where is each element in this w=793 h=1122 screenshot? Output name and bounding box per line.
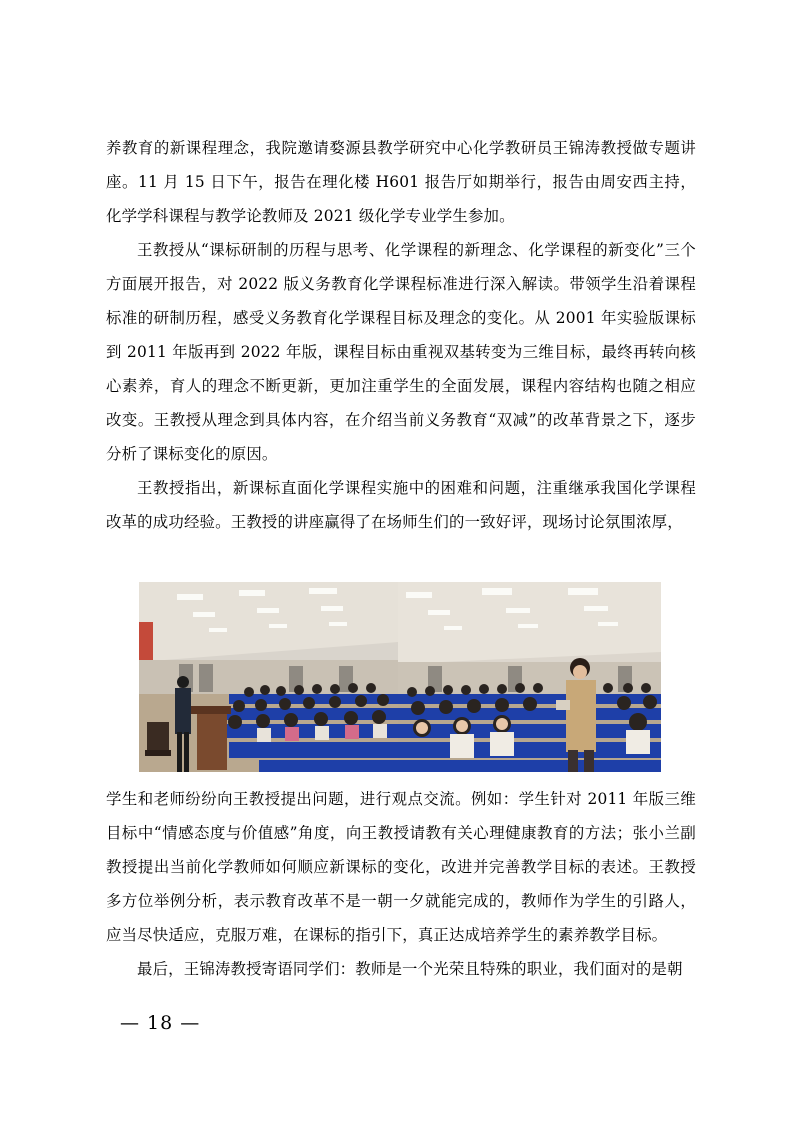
paragraph-4: 学生和老师纷纷向王教授提出问题，进行观点交流。例如：学生针对 2011 年版三维目标中“情感态度与价值感”角度，向王教授请教有关心理健康教育的方法；张小兰副教授提出当前化学教师如何顺应新课标的变化，改进并完善教学目标的表述。王教授多方位举例分析，表示教育改革不是一朝一夕就能完成的，教师作为学生的引路人，应当尽快适应，克服万难，在课标的指引下，真正达成培养学生的素养教学目标。	[106, 790, 696, 944]
lecture-photo-right	[398, 582, 661, 772]
paragraph-2: 王教授从“课标研制的历程与思考、化学课程的新理念、化学课程的新变化”三个方面展开报告，对 2022 版义务教育化学课程标准进行深入解读。带领学生沿着课程标准的研制历程，感受义务教育化学课程目标及理念的变化。从 2001 年实验版课标到 2011 年版再到 2022 年版，课程目标由重视双基转变为三维目标，最终再转向核心素养，育人的理念不断更新，更加注重学生的全面发展，课程内容结构也随之相应改变。王教授从理念到具体内容，在介绍当前义务教育“双减”的改革背景之下，逐步分析了课标变化的原因。	[106, 241, 696, 463]
paragraph-1: 养教育的新课程理念，我院邀请婺源县教学研究中心化学教研员王锦涛教授做专题讲座。11 月 15 日下午，报告在理化楼 H601 报告厅如期举行，报告由周安西主持，化学学科课程与教学论教师及 2021 级化学专业学生参加。	[106, 139, 696, 225]
paragraph-5: 最后，王锦涛教授寄语同学们：教师是一个光荣且特殊的职业，我们面对的是朝	[137, 960, 683, 978]
lecture-photos	[139, 582, 661, 772]
paragraph-3: 王教授指出，新课标直面化学课程实施中的困难和问题，注重继承我国化学课程改革的成功经验。王教授的讲座赢得了在场师生们的一致好评，现场讨论氛围浓厚，	[106, 479, 696, 531]
page-number: — 18 —	[120, 1012, 201, 1034]
body-text-top	[106, 131, 696, 539]
lecture-photo-left	[139, 582, 398, 772]
body-text-bottom	[106, 782, 696, 986]
